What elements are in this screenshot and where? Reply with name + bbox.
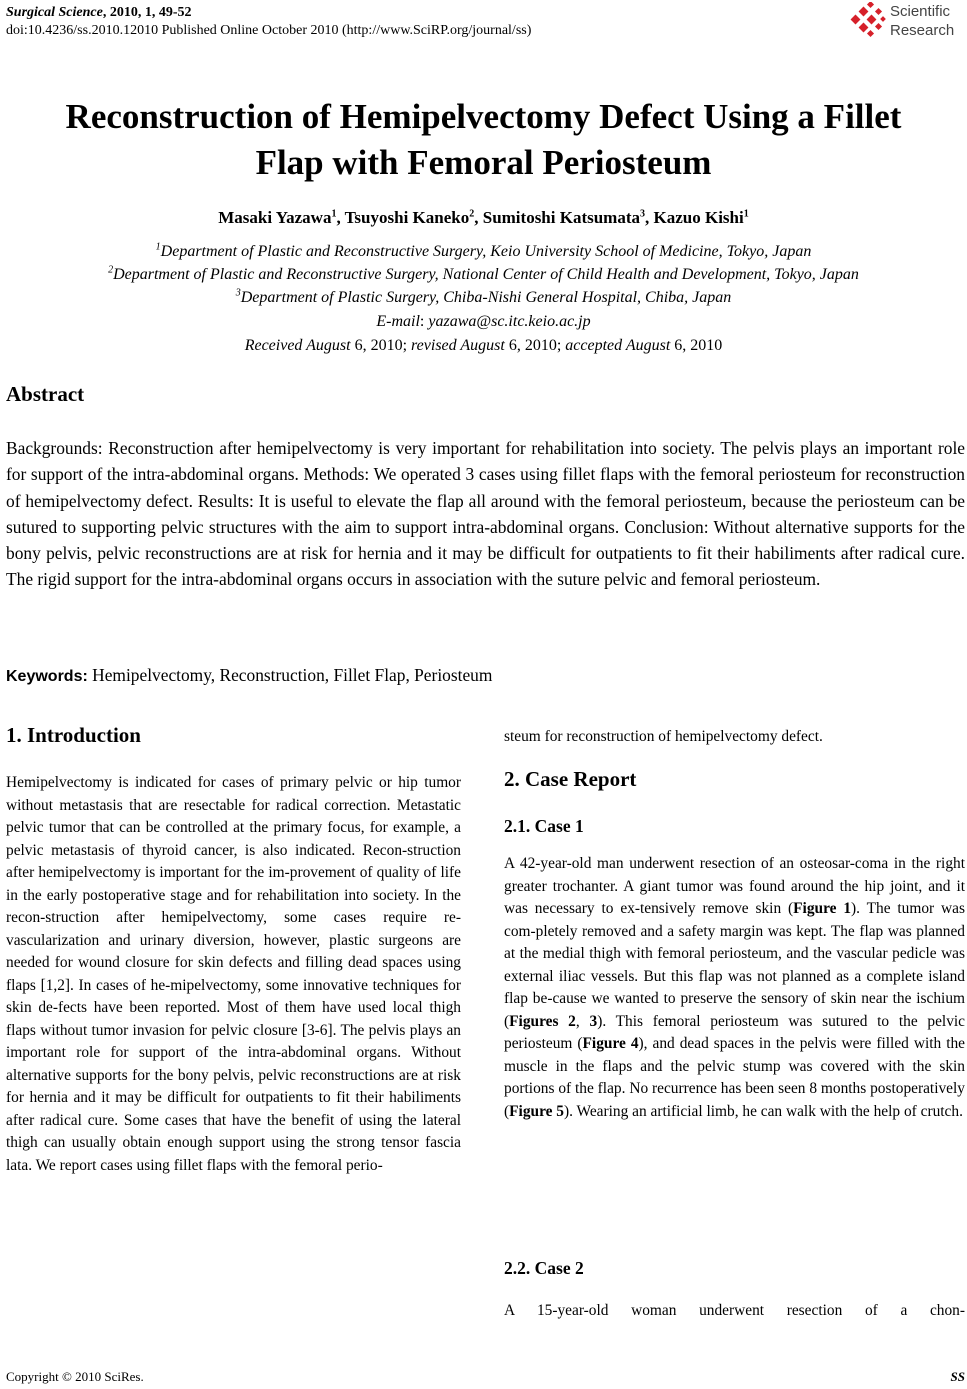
case-1-body: A 42-year-old man underwent resection of an osteosar-coma in the right greater trochanter. A giant tumor was found around the hip joint, and it was necessary to ex-tensively remove skin (Figure 1). The tumor was com-pletely removed and a safety margin was kept. The flap was planned at the medial thigh with femoral periosteum, and the vascular pedicle was external iliac vessels. But this flap was not planned as a complete island flap be-cause we wanted to preserve the sensory of skin near the ischium (Figures 2, 3). This femoral periosteum was sutured to the pelvic periosteum (Figure 4), and dead spaces in the pelvis were filled with the muscle in the flaps and the pelvic stump was covered with the skin portions of the flap. No recurrence has been seen 8 months postoperatively (Figure 5). Wearing an artificial limb, he can walk with the help of crutch. — [504, 855, 966, 1120]
journal-name: Surgical Science — [6, 5, 103, 20]
publisher-logo-text: Scientific Research — [890, 3, 955, 39]
affiliation-2: $^2$Department of Plastic and Reconstructive Surgery, National Center of Child Health and Development, Tokyo, Japan — [108, 264, 859, 283]
figure-4-ref[interactable]: Figure 4 — [582, 1035, 639, 1052]
paper-title — [0, 94, 967, 186]
subsection-heading-case-2: 2.2. Case 2 — [504, 1258, 584, 1278]
figure-1-ref[interactable]: Figure 1 — [793, 900, 852, 917]
abstract-body: Backgrounds: Reconstruction after hemipelvectomy is very important for rehabilitation into society. The pelvis plays an important role for support of the intra-abdominal organs. Methods: We operated 3 cases using fillet flaps with the femoral periosteum for reconstruction of hemipelvectomy defect. Results: It is useful to elevate the flap all around with the femoral periosteum, because the periosteum can be sutured to supporting pelvic structures with the aim to support intra-abdominal organs. Conclusion: Without alternative supports for the bony pelvis, pelvic reconstructions are at risk for hernia and it may be difficult for outpatients to fit their habiliments after radical cure. The rigid support for the intra-abdominal organs occurs in association with the suture pelvic and femoral periosteum. — [6, 438, 965, 590]
subsection-heading-case-1: 2.1. Case 1 — [504, 816, 584, 836]
author: Kazuo Kishi$^1$ — [653, 208, 749, 227]
email-link[interactable]: yazawa@sc.itc.keio.ac.jp — [428, 313, 591, 330]
figure-3-ref[interactable]: 3 — [589, 1012, 598, 1030]
author: Sumitoshi Katsumata$^3$, — [482, 208, 654, 227]
abstract-heading: Abstract — [6, 382, 85, 406]
keywords-list: Hemipelvectomy, Reconstruction, Fillet Flap, Periosteum — [87, 665, 493, 685]
title-line-2: Flap with Femoral Periosteum — [255, 143, 712, 182]
author: Tsuyoshi Kaneko$^2$, — [344, 208, 483, 227]
copyright-notice: Copyright © 2010 SciRes. — [6, 1369, 144, 1384]
introduction-body: Hemipelvectomy is indicated for cases of primary pelvic or hip tumor without metastasis that are resectable for radical correction. Metastatic pelvic tumor that can be controlled at the primary focus, for example, a pelvic metastasis of thyroid cancer, is also indicated. Recon-struction after hemipelvectomy is important for the im-provement of quality of life in the early postoperative stage and for rehabilitation into society. In the recon-struction after hemipelvectomy, some cases require re-vascularization and urinary diversion, however, plastic surgeons are needed for wound closure for skin defects and filling dead spaces using flaps [1,2]. In cases of he-mipelvectomy, some innovative techniques for skin de-fects have been reported. Most of them have used local thigh flaps without tumor invasion for pelvic closure [3-6]. The pelvis plays an important role for support of the intra-abdominal organs. Without alternative supports for the bony pelvis, pelvic reconstructions are at risk for hernia and it may be difficult for outpatients to fit their habiliments after radical cure. Some cases that have the benefit of using the lateral thigh can usually obtain enough support using the strong tensor fascia lata. We report cases using fillet flaps with the femoral perio- — [6, 774, 461, 1174]
affiliation-1: $^1$Department of Plastic and Reconstructive Surgery, Keio University School of Medicine, Tokyo, Japan — [155, 241, 812, 260]
author-list — [0, 207, 967, 229]
publisher-logo — [850, 2, 965, 42]
section-heading-introduction: 1. Introduction — [6, 723, 141, 747]
scirp-logo-icon — [850, 2, 888, 38]
case-2-body: A 15-year-old woman underwent resection of a chon- — [504, 1302, 965, 1319]
figure-2-ref[interactable]: Figures 2 — [509, 1012, 576, 1030]
journal-citation — [6, 4, 192, 21]
journal-volume: , 2010, 1, 49-52 — [102, 5, 192, 20]
figure-5-ref[interactable]: Figure 5 — [509, 1102, 564, 1120]
affiliation-3: $^3$Department of Plastic Surgery, Chiba-Nishi General Hospital, Chiba, Japan — [235, 287, 732, 306]
received-dates: Received August 6, 2010; revised August 6, 2010; accepted August 6, 2010 — [244, 337, 723, 354]
doi-line: doi:10.4236/ss.2010.12010 Published Online October 2010 (http://www.SciRP.org/journal/ss) — [6, 23, 532, 38]
introduction-continued: steum for reconstruction of hemipelvectomy defect. — [504, 728, 823, 745]
keywords-label: Keywords: — [6, 668, 88, 685]
email-line: E-mail: yazawa@sc.itc.keio.ac.jp — [376, 313, 591, 330]
title-line-1: Reconstruction of Hemipelvectomy Defect Using a Fillet — [65, 97, 902, 136]
journal-abbreviation: SS — [950, 1369, 965, 1384]
keywords — [6, 664, 492, 688]
section-heading-case-report: 2. Case Report — [504, 767, 637, 791]
author: Masaki Yazawa$^1$, — [218, 208, 345, 227]
